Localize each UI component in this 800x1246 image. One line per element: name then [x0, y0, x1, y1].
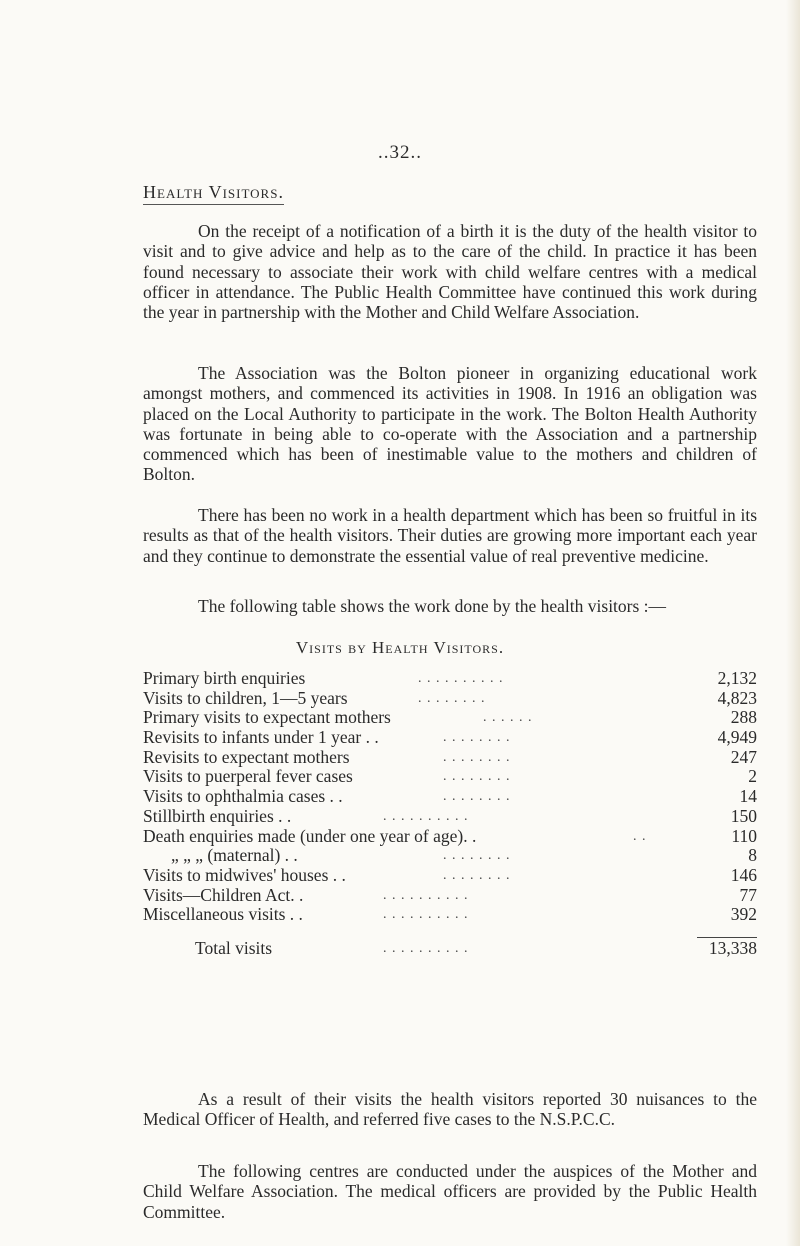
table-row: [143, 767, 757, 787]
total-row: [143, 939, 757, 959]
leader-dots: . . . . . . . .: [443, 730, 511, 746]
table-row: [143, 827, 757, 847]
table-row: [143, 846, 757, 866]
row-value: 2,132: [717, 668, 757, 688]
row-label: Revisits to infants under 1 year . .: [143, 727, 379, 748]
page-edge-shadow: [786, 0, 800, 1246]
row-value: 14: [739, 786, 757, 807]
table-row: [143, 866, 757, 886]
row-value: 4,949: [717, 727, 757, 748]
table-row: [143, 728, 757, 748]
visits-table: [143, 669, 757, 959]
row-value: 146: [730, 864, 757, 885]
leader-dots: . . . . . . . .: [418, 690, 486, 706]
row-value: 8: [748, 845, 757, 866]
leader-dots: . .: [633, 828, 647, 844]
row-label: Primary visits to expectant mothers: [143, 707, 391, 728]
leader-dots: . . . . . . . .: [443, 789, 511, 805]
row-value: 2: [748, 766, 757, 787]
total-label: Total visits: [195, 937, 273, 958]
table-row: [143, 807, 757, 827]
leader-dots: . . . . . .: [483, 710, 533, 726]
table-row: [143, 708, 757, 728]
row-label: Visits to puerperal fever cases: [143, 766, 353, 787]
row-value: 247: [730, 746, 757, 767]
row-label: Miscellaneous visits . .: [143, 904, 303, 925]
paragraph-association: The Association was the Bolton pioneer in organizing educational work amongst mothers, and commenced its activities in 1908. In 1916 an obligation was placed on the Local Authority to participate in the work. The Bolton Health Authority was fortunate in being able to co-operate with the Association and a partnership commenced which has been of inestimable value to the mothers and children of Bolton.: [143, 363, 757, 485]
page-number: ..32..: [378, 142, 422, 163]
paragraph-centres: The following centres are conducted under the auspices of the Mother and Child Welfare Association. The medical officers are provided by the Public Health Committee.: [143, 1161, 757, 1222]
leader-dots: . . . . . . . . . .: [383, 808, 469, 824]
row-label: Visits to children, 1—5 years: [143, 687, 348, 708]
table-row: [143, 669, 757, 689]
paragraph-table-intro: The following table shows the work done by the health visitors :—: [198, 596, 667, 616]
row-label: Visits to midwives' houses . .: [143, 864, 346, 885]
leader-dots: . . . . . . . . . .: [383, 907, 469, 923]
leader-dots: . . . . . . . .: [443, 769, 511, 785]
total-value: 13,338: [708, 937, 757, 958]
row-value: 110: [731, 825, 757, 846]
row-value: 77: [739, 884, 757, 905]
table-row: [143, 689, 757, 709]
paragraph-fruitful-work: There has been no work in a health department which has been so fruitful in its results as that of the health visitors. Their duties are growing more important each year and they continue to demonstrate the essential value of real preventive medicine.: [143, 505, 757, 566]
row-label: Stillbirth enquiries . .: [143, 805, 292, 826]
table-row: [143, 905, 757, 925]
row-value: 288: [730, 707, 757, 728]
leader-dots: . . . . . . . .: [443, 848, 511, 864]
row-label: Primary birth enquiries: [143, 668, 306, 688]
row-value: 150: [730, 805, 757, 826]
table-row: [143, 787, 757, 807]
leader-dots: . . . . . . . . . .: [383, 940, 469, 956]
table-title: Visits by Health Visitors.: [295, 638, 505, 657]
row-label: Visits to ophthalmia cases . .: [143, 786, 343, 807]
leader-dots: . . . . . . . . . .: [383, 887, 469, 903]
table-row: [143, 886, 757, 906]
paragraph-nuisances: As a result of their visits the health visitors reported 30 nuisances to the Medical Officer of Health, and referred five cases to the N.S.P.C.C.: [143, 1089, 757, 1130]
row-label: Death enquiries made (under one year of age). .: [143, 825, 477, 846]
paragraph-notification: On the receipt of a notification of a birth it is the duty of the health visitor to visit and to give advice and help as to the care of the child. In practice it has been found necessary to associate their work with child welfare centres with a medical officer in attendance. The Public Health Committee have continued this work during the year in partnership with the Mother and Child Welfare Association.: [143, 221, 757, 323]
row-value: 4,823: [717, 687, 757, 708]
row-value: 392: [730, 904, 757, 925]
leader-dots: . . . . . . . .: [443, 749, 511, 765]
section-heading: Health Visitors.: [143, 182, 284, 205]
row-label: Revisits to expectant mothers: [143, 746, 350, 767]
table-row: [143, 748, 757, 768]
leader-dots: . . . . . . . . . .: [418, 671, 504, 686]
row-label: Visits—Children Act. .: [143, 884, 304, 905]
leader-dots: . . . . . . . .: [443, 867, 511, 883]
row-label: „ „ „ (maternal) . .: [171, 845, 298, 866]
